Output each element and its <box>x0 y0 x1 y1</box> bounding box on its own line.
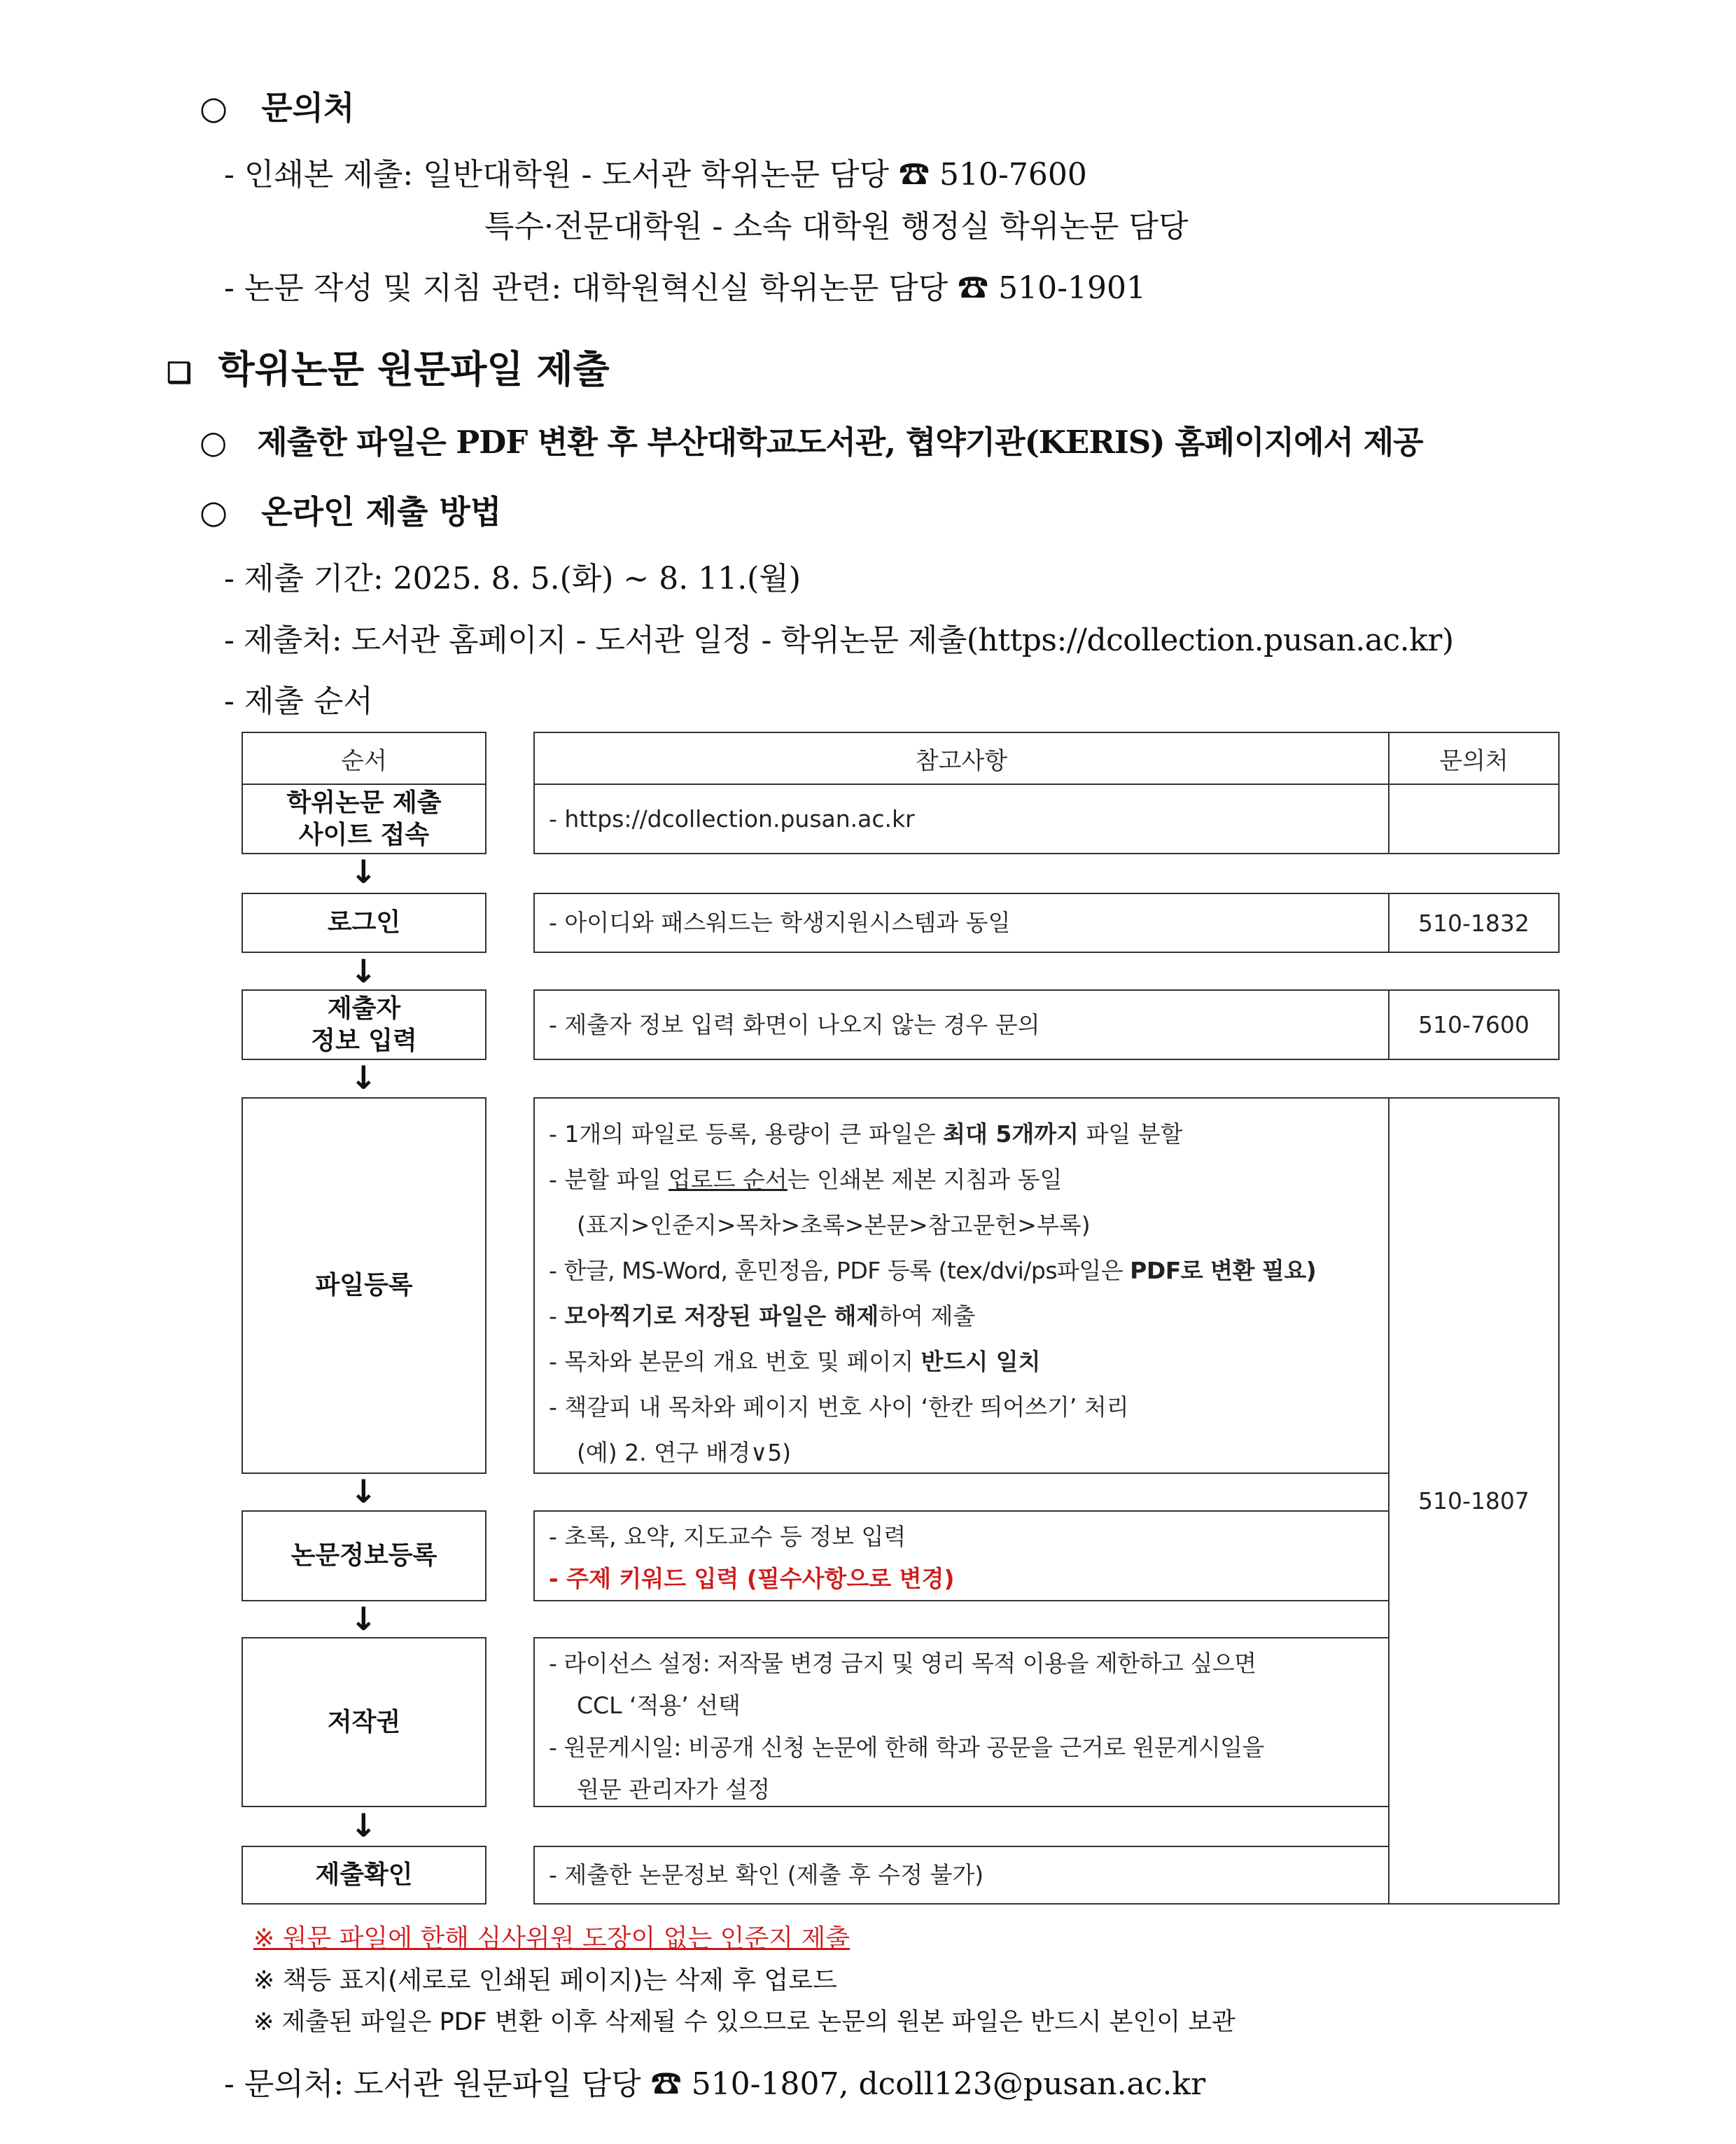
inquiry-file-related: 510-1807 <box>1388 1097 1560 1905</box>
ref-submission-confirm <box>533 1846 1390 1905</box>
final-contact <box>224 2059 1205 2103</box>
inquiry-title: 문의처 <box>261 89 355 127</box>
ref-site-url <box>533 784 1390 854</box>
ref-thesis-info <box>533 1510 1390 1601</box>
copyright-line2: CCL ‘적용’ 선택 <box>577 1692 741 1719</box>
submission-confirm-text: - 제출한 논문정보 확인 (제출 후 수정 불가) <box>549 1861 984 1888</box>
step-submission-confirm: 제출확인 <box>241 1846 486 1905</box>
down-arrow-icon: ↓ <box>350 1059 377 1097</box>
down-arrow-icon: ↓ <box>350 1600 377 1638</box>
print-submission-label: - 인쇄본 제출: 일반대학원 - 도서관 학위논문 담당 <box>224 157 890 193</box>
step-login: 로그인 <box>241 893 486 953</box>
checkbox-icon: ❑ <box>167 356 192 389</box>
final-contact-label: - 문의처: 도서관 원문파일 담당 <box>224 2066 641 2102</box>
note-approval-sheet: ※ 원문 파일에 한해 심사위원 도장이 없는 인준지 제출 <box>253 1924 850 1953</box>
bullet-file-provision <box>200 417 1423 462</box>
step-site-access-line1: 학위논문 제출 <box>286 788 442 817</box>
circle-bullet: ○ <box>200 493 228 531</box>
file-upload-line4: - 한글, MS-Word, 훈민정음, PDF 등록 (tex/dvi/ps파일은 PDF로 변환 필요) <box>549 1257 1317 1284</box>
print-submission-line <box>224 149 1087 194</box>
special-grad-line: 특수·전문대학원 - 소속 대학원 행정실 학위논문 담당 <box>484 209 1189 244</box>
inquiry-login: 510-1832 <box>1388 893 1560 953</box>
submitter-info-text: - 제출자 정보 입력 화면이 나오지 않는 경우 문의 <box>549 1010 1040 1038</box>
phone-icon: ☎ <box>958 270 989 306</box>
thesis-info-line1: - 초록, 요약, 지도교수 등 정보 입력 <box>549 1523 906 1550</box>
step-thesis-info: 논문정보등록 <box>241 1510 486 1601</box>
section-title-text: 학위논문 원문파일 제출 <box>218 347 610 391</box>
thesis-info-line2: - 주제 키워드 입력 (필수사항으로 변경) <box>549 1565 955 1592</box>
site-url-text: - https://dcollection.pusan.ac.kr <box>549 805 915 833</box>
step-submitter-info <box>241 989 486 1060</box>
submission-place: - 제출처: 도서관 홈페이지 - 도서관 일정 - 학위논문 제출(https://dcollection.pusan.ac.kr) <box>224 622 1454 658</box>
down-arrow-icon: ↓ <box>350 1807 377 1844</box>
file-upload-line8: (예) 2. 연구 배경∨5) <box>577 1439 792 1466</box>
ref-file-upload <box>533 1097 1390 1474</box>
copyright-line1: - 라이선스 설정: 저작물 변경 금지 및 영리 목적 이용을 제한하고 싶으면 <box>549 1650 1256 1677</box>
submission-order-label: - 제출 순서 <box>224 683 373 719</box>
section-title <box>167 340 610 394</box>
step-site-access-line2: 사이트 접속 <box>298 820 430 849</box>
file-upload-line1: - 1개의 파일로 등록, 용량이 큰 파일은 최대 5개까지 파일 분할 <box>549 1120 1183 1148</box>
print-phone: 510-7600 <box>939 157 1087 193</box>
step-site-access <box>241 784 486 854</box>
step-file-upload: 파일등록 <box>241 1097 486 1474</box>
online-method-text: 온라인 제출 방법 <box>261 493 502 531</box>
file-upload-line2: - 분할 파일 업로드 순서는 인쇄본 제본 지침과 동일 <box>549 1166 1063 1193</box>
file-upload-line6: - 목차와 본문의 개요 번호 및 페이지 반드시 일치 <box>549 1348 1041 1375</box>
circle-bullet: ○ <box>200 89 228 127</box>
writing-phone: 510-1901 <box>998 270 1146 306</box>
bullet-online-method <box>200 487 501 533</box>
step-copyright: 저작권 <box>241 1637 486 1807</box>
copyright-line4: 원문 관리자가 설정 <box>577 1776 771 1803</box>
step-submitter-line1: 제출자 <box>327 994 401 1023</box>
file-upload-line5: - 모아찍기로 저장된 파일은 해제하여 제출 <box>549 1302 976 1330</box>
header-order: 순서 <box>241 732 486 785</box>
circle-bullet: ○ <box>200 424 227 461</box>
ref-copyright <box>533 1637 1390 1807</box>
submission-period: - 제출 기간: 2025. 8. 5.(화) ~ 8. 11.(월) <box>224 561 802 597</box>
down-arrow-icon: ↓ <box>350 952 377 990</box>
login-text: - 아이디와 패스워드는 학생지원시스템과 동일 <box>549 909 1011 936</box>
inquiry-heading <box>200 83 355 129</box>
file-provision-text: 제출한 파일은 PDF 변환 후 부산대학교도서관, 협약기관(KERIS) 홈페이지에서 제공 <box>257 424 1423 461</box>
inquiry-empty <box>1388 784 1560 854</box>
inquiry-submitter: 510-7600 <box>1388 989 1560 1060</box>
writing-guideline-line <box>224 263 1146 307</box>
file-upload-line3: (표지>인준지>목차>초록>본문>참고문헌>부록) <box>577 1211 1091 1239</box>
phone-icon: ☎ <box>899 157 930 193</box>
note-keep-original: ※ 제출된 파일은 PDF 변환 이후 삭제될 수 있으므로 논문의 원본 파일은 반드시 본인이 보관 <box>253 2008 1236 2036</box>
down-arrow-icon: ↓ <box>350 1473 377 1510</box>
down-arrow-icon: ↓ <box>350 853 377 891</box>
ref-submitter-info <box>533 989 1390 1060</box>
writing-guideline-label: - 논문 작성 및 지침 관련: 대학원혁신실 학위논문 담당 <box>224 270 948 306</box>
final-contact-phone: 510-1807, dcoll123@pusan.ac.kr <box>691 2066 1206 2102</box>
step-submitter-line2: 정보 입력 <box>311 1026 417 1055</box>
file-upload-line7: - 책갈피 내 목차와 페이지 번호 사이 ‘한칸 띄어쓰기’ 처리 <box>549 1393 1129 1421</box>
note-spine-cover: ※ 책등 표지(세로로 인쇄된 페이지)는 삭제 후 업로드 <box>253 1966 837 1995</box>
phone-icon: ☎ <box>650 2066 682 2102</box>
header-inquiry: 문의처 <box>1388 732 1560 785</box>
ref-login <box>533 893 1390 953</box>
copyright-line3: - 원문게시일: 비공개 신청 논문에 한해 학과 공문을 근거로 원문게시일을 <box>549 1734 1264 1761</box>
header-reference: 참고사항 <box>533 732 1390 785</box>
